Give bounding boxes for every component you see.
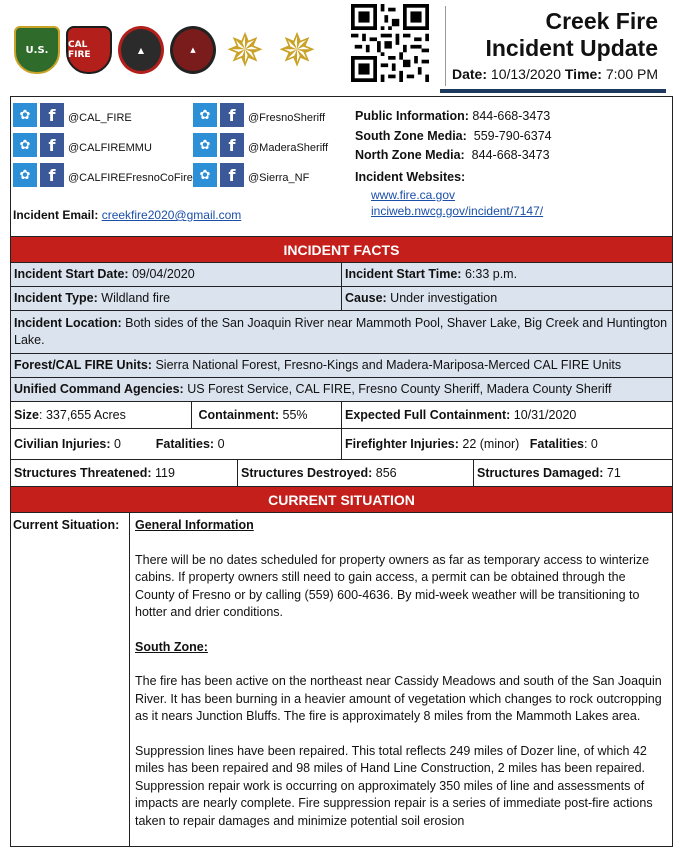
agencies-cell: Unified Command Agencies: US Forest Service, CAL FIRE, Fresno County Sheriff, Madera County Sheriff (14, 382, 612, 396)
current-situation-heading: CURRENT SITUATION (11, 487, 672, 513)
title-divider (445, 6, 446, 86)
general-info-text: There will be no dates scheduled for property owners as far as temporary access to winterize cabins. If property owners still need to gain access, a permit can be obtained through the County of Fresno or by calling (559) 600-4636. By mid-week weather will be transitioning to hotter and drier conditions. (135, 552, 650, 619)
facebook-icon[interactable]: f (220, 103, 244, 127)
facebook-icon[interactable]: f (40, 133, 64, 157)
facts-row-start (11, 263, 672, 287)
incident-type-cell: Incident Type: Wildland fire (14, 291, 171, 305)
social-sierra-nf[interactable] (193, 163, 309, 187)
general-info-heading: General Information (135, 518, 254, 532)
email-link[interactable]: creekfire2020@gmail.com (101, 208, 242, 222)
facebook-icon[interactable]: f (40, 103, 64, 127)
damaged-cell: Structures Damaged: 71 (473, 460, 672, 486)
incident-facts-heading: INCIDENT FACTS (11, 237, 672, 263)
social-cal-fire[interactable] (13, 103, 132, 127)
social-maderasheriff[interactable] (193, 133, 328, 157)
social-handle: @CALFIREFresnoCoFire (68, 172, 193, 184)
media-contacts (355, 107, 552, 166)
agency-logos (14, 23, 320, 77)
websites-label: Incident Websites: (355, 170, 466, 184)
incident-update-table (10, 96, 673, 847)
sheriff-star-2-icon: ✵ (277, 23, 317, 77)
title-line-1: Creek Fire (545, 8, 658, 34)
website-link-inciweb[interactable]: inciweb.nwcg.gov/incident/7147/ (371, 204, 544, 218)
destroyed-cell: Structures Destroyed: 856 (237, 460, 473, 486)
facts-row-location (11, 311, 672, 354)
twitter-icon[interactable]: ✿ (13, 133, 37, 157)
facebook-icon[interactable]: f (40, 163, 64, 187)
county-seal-icon: ▲ (118, 26, 164, 74)
header (0, 0, 680, 92)
incident-email (13, 208, 241, 222)
social-calfiremmu[interactable] (13, 133, 152, 157)
south-zone-text-1: The fire has been active on the northeast near Cassidy Meadows and south of the San Joaquin River. It has been burning in a heavier amount of vegetation which changes to rock outcropping as it nears Junction Bluffs. The fire is approximately 8 miles from the Mammoth Lakes area. (135, 674, 662, 723)
south-zone-heading: South Zone: (135, 639, 208, 654)
facts-row-agencies (11, 378, 672, 402)
situation-body (130, 513, 672, 846)
contact-north-zone: North Zone Media: 844-668-3473 (355, 148, 550, 162)
time-value: 7:00 PM (605, 66, 658, 82)
threatened-cell: Structures Threatened: 119 (14, 466, 175, 480)
twitter-icon[interactable]: ✿ (193, 103, 217, 127)
title-line-2: Incident Update (485, 35, 658, 61)
date-label: Date: (452, 66, 488, 82)
date-value: 10/13/2020 (490, 66, 561, 82)
facts-row-type (11, 287, 672, 311)
social-handle: @MaderaSheriff (248, 142, 329, 154)
time-label: Time: (564, 66, 602, 82)
contact-section (11, 97, 672, 237)
situation-label: Current Situation: (11, 513, 130, 846)
facts-row-structures (11, 460, 672, 487)
cause-cell: Cause: Under investigation (341, 287, 672, 310)
social-handle: @Sierra_NF (248, 172, 310, 184)
contact-south-zone: South Zone Media: 559-790-6374 (355, 128, 552, 143)
social-fresnosheriff[interactable] (193, 103, 325, 127)
firefighter-cell: Firefighter Injuries: 22 (minor) Fatalities: 0 (341, 429, 672, 459)
qr-code-icon[interactable] (350, 4, 430, 82)
start-time-cell: Incident Start Time: 6:33 p.m. (341, 263, 672, 286)
date-time (452, 66, 658, 82)
forest-service-logo-icon: U.S. (14, 26, 60, 74)
incident-websites (355, 169, 543, 219)
sheriff-star-icon: ✵ (225, 23, 265, 77)
facts-row-size (11, 402, 672, 429)
twitter-icon[interactable]: ✿ (13, 103, 37, 127)
social-handle: @CAL_FIRE (68, 112, 132, 124)
social-handle: @FresnoSheriff (248, 112, 325, 124)
size-cell: Size: 337,655 Acres (14, 408, 126, 422)
current-situation-section (11, 513, 672, 846)
cal-fire-logo-icon: CAL FIRE (66, 26, 112, 74)
facebook-icon[interactable]: f (220, 163, 244, 187)
expected-containment-cell: Expected Full Containment: 10/31/2020 (341, 402, 672, 428)
incident-management-seal-icon: ▲ (170, 26, 216, 74)
social-handle: @CALFIREMMU (68, 142, 152, 154)
units-cell: Forest/CAL FIRE Units: Sierra National Forest, Fresno-Kings and Madera-Mariposa-Merced CAL FIRE Units (14, 358, 622, 372)
email-label: Incident Email: (13, 208, 99, 222)
contact-public-info: Public Information: 844-668-3473 (355, 109, 551, 123)
title-block (452, 8, 658, 82)
facts-row-units (11, 354, 672, 378)
containment-cell: Containment: 55% (191, 402, 341, 428)
twitter-icon[interactable]: ✿ (193, 133, 217, 157)
twitter-icon[interactable]: ✿ (13, 163, 37, 187)
website-link-calfire[interactable]: www.fire.ca.gov (371, 188, 456, 202)
title-underline (440, 89, 666, 93)
social-calfirefresnocofire[interactable] (13, 163, 193, 187)
facebook-icon[interactable]: f (220, 133, 244, 157)
facts-row-injuries (11, 429, 672, 460)
twitter-icon[interactable]: ✿ (193, 163, 217, 187)
location-cell: Incident Location: Both sides of the San Joaquin River near Mammoth Pool, Shaver Lake, Big Creek and Huntington Lake. (14, 316, 668, 347)
south-zone-text-2: Suppression lines have been repaired. This total reflects 249 miles of Dozer line, of which 42 miles has been repaired and 98 miles of Hand Line Construction, 2 miles has been repaired. Suppression repair work is occurring on approximately 350 miles of line and assessments of impacts are nearly complete. Fire suppression repair is a series of immediate post-fire actions taken to repair damages and minimize potential soil erosion (135, 743, 653, 828)
start-date-cell: Incident Start Date: 09/04/2020 (14, 267, 195, 281)
civilian-cell: Civilian Injuries: 0 Fatalities: 0 (14, 437, 225, 451)
